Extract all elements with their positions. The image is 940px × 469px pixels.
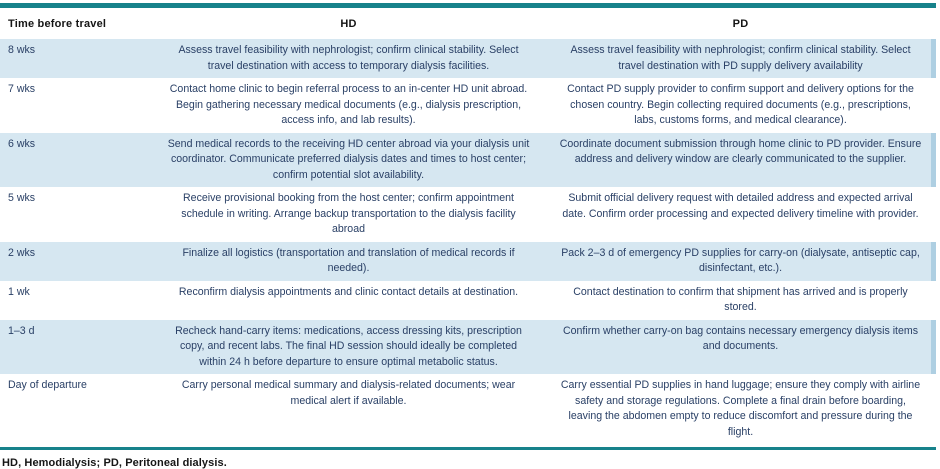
hd-cell: Reconfirm dialysis appointments and clinic contact details at destination.	[178, 285, 519, 298]
table-footnote: HD, Hemodialysis; PD, Peritoneal dialysis.	[2, 457, 227, 469]
table-row	[0, 242, 936, 281]
table-body	[0, 39, 940, 444]
time-cell: 1–3 d	[8, 324, 35, 337]
hd-cell: Finalize all logistics (transportation and translation of medical records if needed).	[182, 246, 515, 274]
hd-cell: Recheck hand-carry items: medications, access dressing kits, prescription copy, and recent labs. The final HD session should ideally be completed within 24 h before departure to ensure optimal metabolic status.	[175, 324, 522, 368]
table-row	[0, 320, 936, 375]
time-cell: 1 wk	[8, 285, 30, 298]
pd-cell: Contact destination to confirm that shipment has arrived and is properly stored.	[573, 285, 908, 313]
hd-cell: Assess travel feasibility with nephrologist; confirm clinical stability. Select travel destination with access to temporary dialysis facilities.	[178, 44, 519, 72]
col-header-pd: PD	[732, 18, 749, 30]
hd-cell: Send medical records to the receiving HD center abroad via your dialysis unit coordinator. Communicate preferred dialysis dates and times to host center; confirm potential slot availability.	[167, 137, 530, 181]
col-header-time: Time before travel	[8, 18, 107, 30]
table-row	[0, 78, 936, 133]
pd-cell: Assess travel feasibility with nephrologist; confirm clinical stability. Select travel destination with PD supply delivery availability	[570, 44, 911, 72]
table-row	[0, 39, 936, 78]
pd-cell: Contact PD supply provider to confirm support and delivery options for the chosen country. Begin collecting required documents (e.g., prescriptions, labs, customs forms, and medical clearance).	[567, 83, 914, 126]
table-row	[0, 133, 936, 188]
table-header-row	[0, 10, 936, 39]
hd-cell: Contact home clinic to begin referral process to an in-center HD unit abroad. Begin gathering necessary medical documents (e.g., dialysis prescription, access info, and lab results).	[169, 83, 528, 126]
time-cell: 7 wks	[8, 83, 36, 95]
pd-cell: Submit official delivery request with detailed address and expected arrival date. Confirm order processing and expected delivery timeline with provider.	[562, 192, 919, 220]
time-cell: 6 wks	[8, 137, 36, 150]
table-row	[0, 374, 936, 444]
time-cell: 2 wks	[8, 246, 36, 259]
table-top-rule	[0, 3, 936, 8]
pd-cell: Confirm whether carry-on bag contains necessary emergency dialysis items and documents.	[562, 324, 919, 352]
hd-cell: Receive provisional booking from the host center; confirm appointment schedule in writing. Arrange backup transportation to the dialysis facility abroad	[181, 192, 516, 235]
time-cell: Day of departure	[8, 379, 87, 391]
time-cell: 8 wks	[8, 44, 36, 56]
time-cell: 5 wks	[8, 192, 36, 204]
pd-cell: Carry essential PD supplies in hand luggage; ensure they comply with airline safety and storage regulations. Complete a final drain before boarding, leaving the abdomen empty to reduce discomfort and pressure during the flight.	[560, 379, 921, 438]
pd-cell: Coordinate document submission through home clinic to PD provider. Ensure address and delivery window are clearly communicated to the supplier.	[559, 137, 922, 165]
table-row	[0, 281, 936, 320]
hd-cell: Carry personal medical summary and dialysis-related documents; wear medical alert if available.	[181, 379, 516, 407]
col-header-hd: HD	[340, 18, 357, 30]
table-row	[0, 187, 936, 242]
pd-cell: Pack 2–3 d of emergency PD supplies for carry-on (dialysate, antiseptic cap, disinfectant, etc.).	[561, 246, 920, 274]
